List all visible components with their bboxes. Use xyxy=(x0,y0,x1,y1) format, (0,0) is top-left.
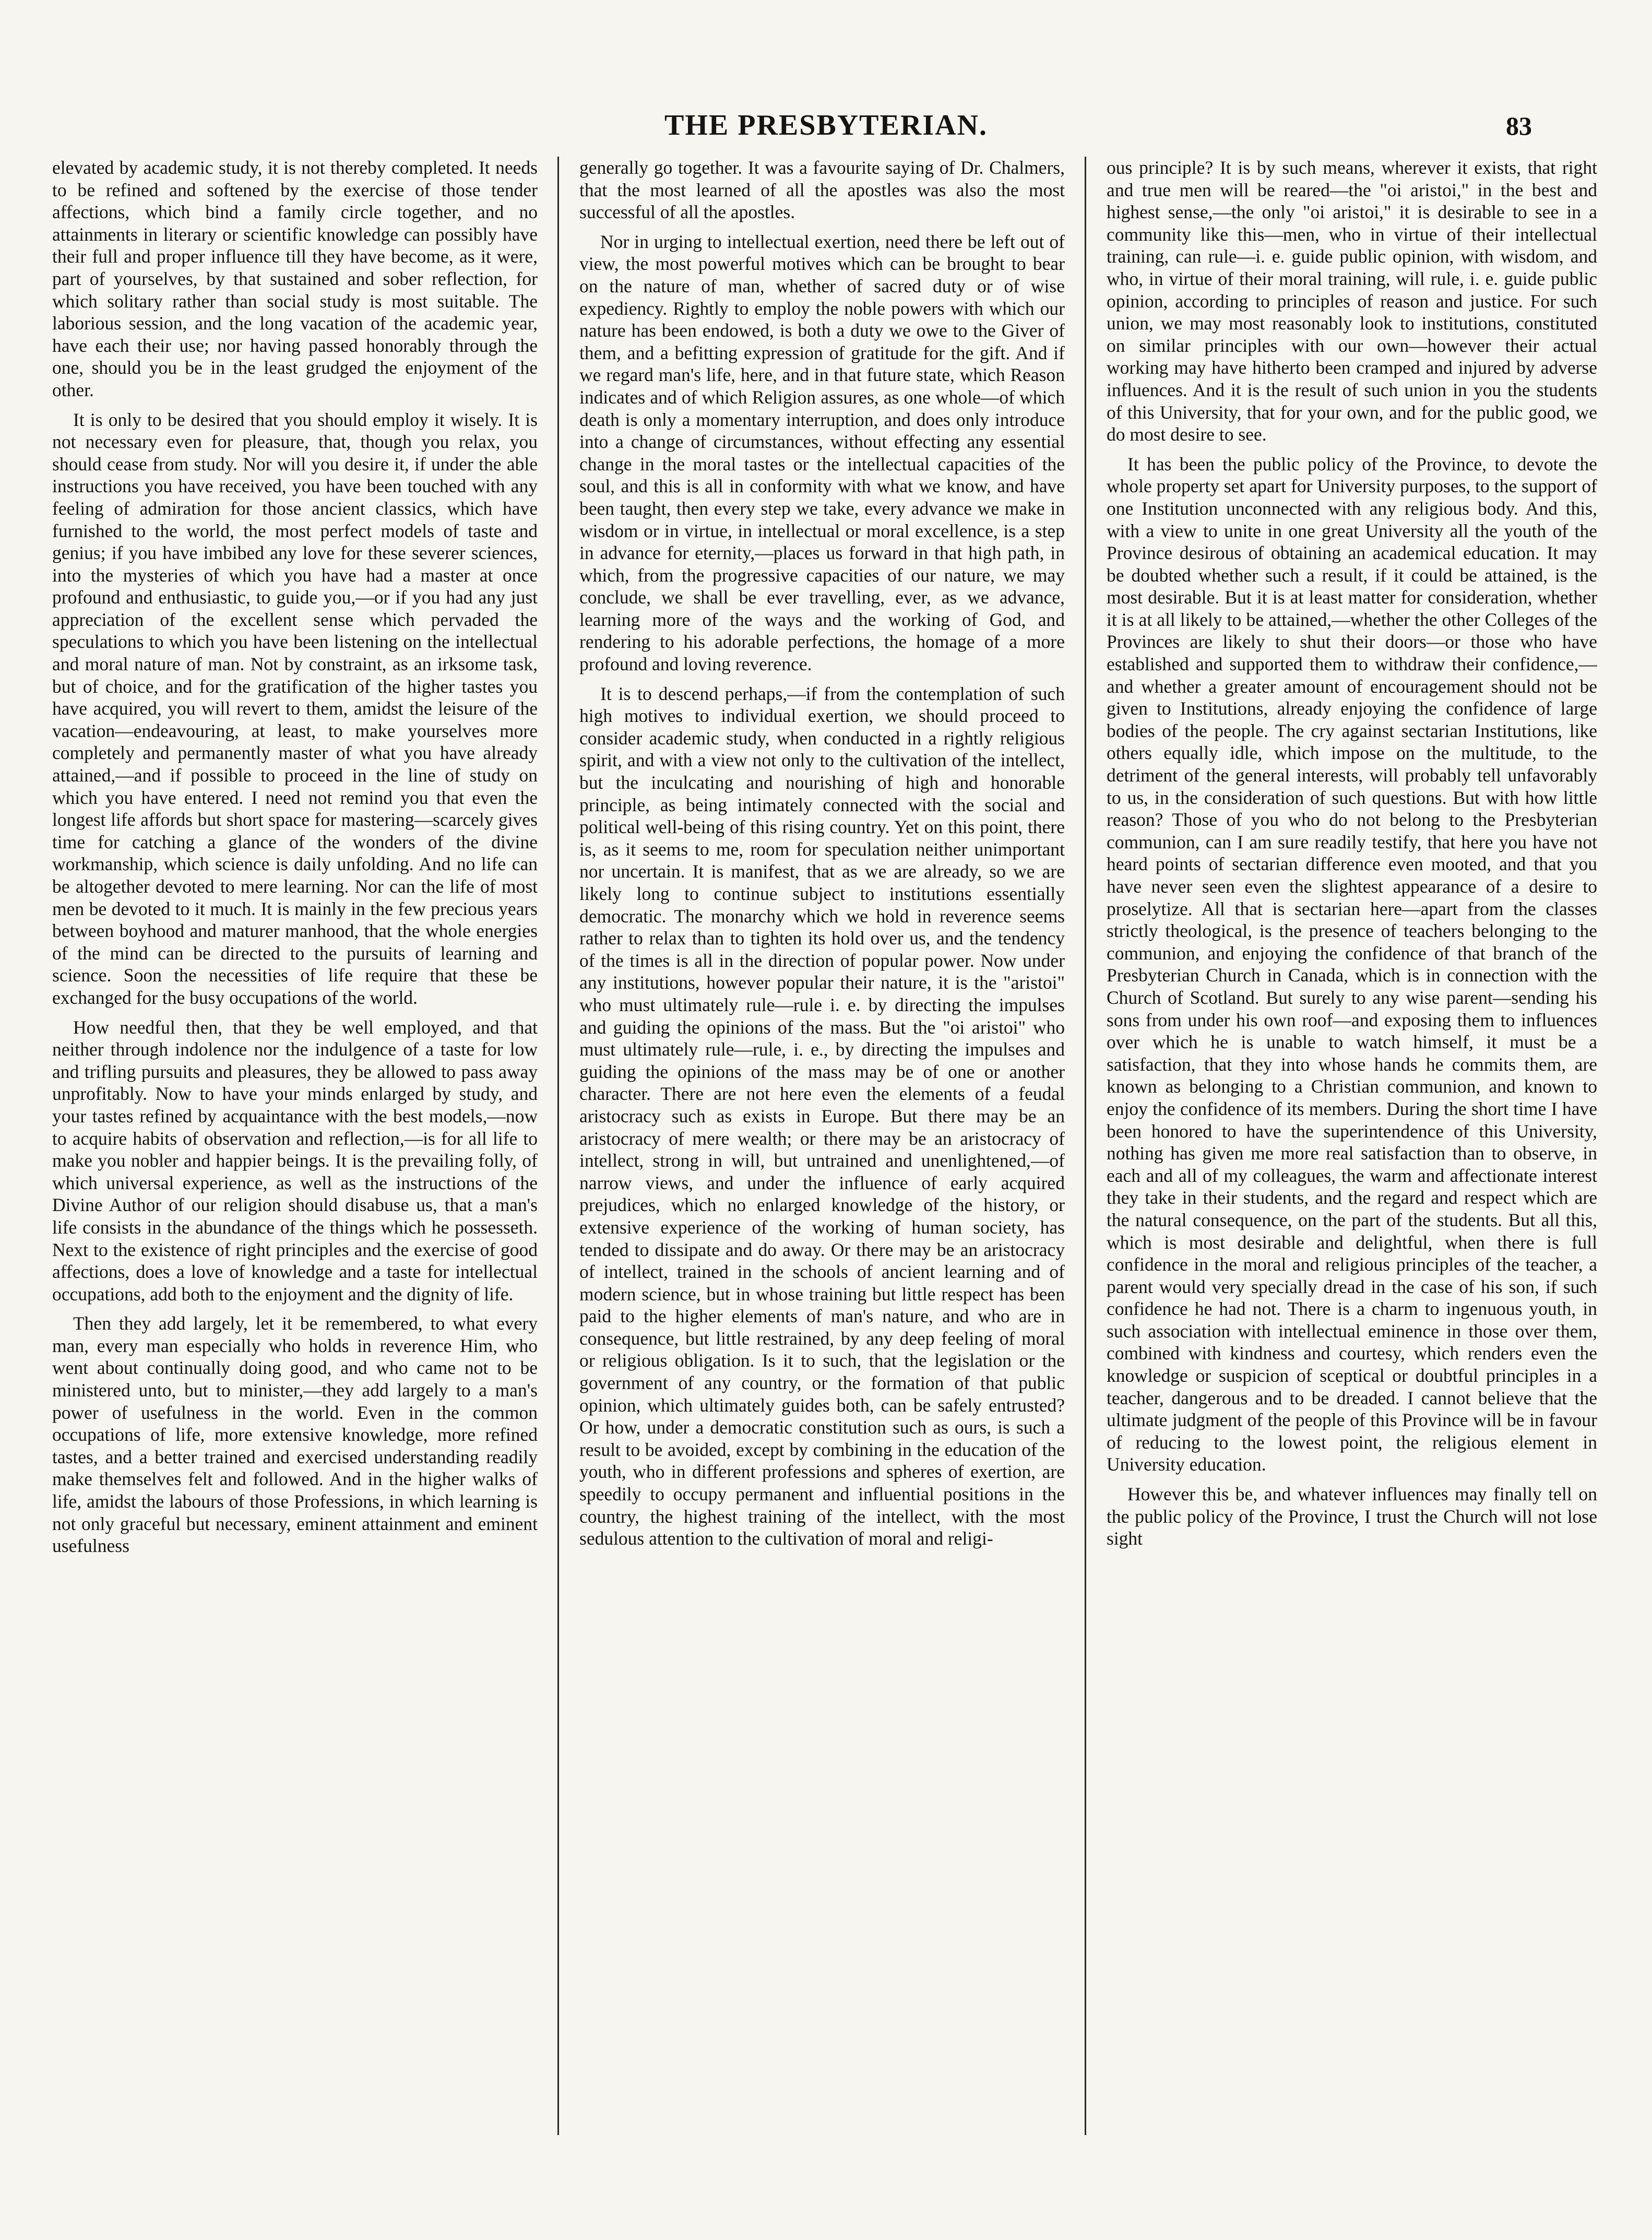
paragraph: elevated by academic study, it is not thereby completed. It needs to be refined and softened by the exercise of those tender affections, which bind a family circle together, and no attainments in literary or scientific knowledge can possibly have their full and proper influence till they have become, as it were, part of yourselves, by that sustained and sober reflection, for which solitary rather than social study is most suitable. The laborious session, and the long vacation of the academic year, have each their use; nor having passed honorably through the one, should you be in the least grudged the enjoyment of the other. xyxy=(52,157,538,400)
column-3 xyxy=(1107,157,1597,2140)
page-header xyxy=(0,109,1652,150)
column-1 xyxy=(52,157,538,2140)
page-number: 83 xyxy=(1506,111,1532,140)
paragraph: ous principle? It is by such means, wherever it exists, that right and true men will be reared—the "oi aristoi," in the best and highest sense,—the only "oi aristoi," it is desirable to see in a community like this—men, who in virtue of their intellectual training, can rule—i. e. guide public opinion, with wisdom, and who, in virtue of their moral training, will rule, i. e. guide public opinion, according to principles of reason and justice. For such union, we may most reasonably look to institutions, constituted on similar principles with our own—however their actual working may have hitherto been cramped and injured by adverse influences. And it is the result of such union in you the students of this University, that for your own, and for the public good, we do most desire to see. xyxy=(1107,157,1597,445)
paragraph: generally go together. It was a favourite saying of Dr. Chalmers, that the most learned of all the apostles was also the most successful of all the apostles. xyxy=(579,157,1065,223)
masthead-title: THE PRESBYTERIAN. xyxy=(664,109,988,141)
paragraph: It is only to be desired that you should employ it wisely. It is not necessary even for pleasure, that, though you relax, you should cease from study. Nor will you desire it, if under the able instructions you have received, you have been touched with any feeling of admiration for those ancient classics, which have furnished to the world, the most perfect models of taste and genius; if you have imbibed any love for these severer sciences, into the mysteries of which you have had a master at once profound and enthusiastic, to guide you,—or if you had any just appreciation of the excellent sense which pervaded the speculations to which you have been listening on the intellectual and moral nature of man. Not by constraint, as an irksome task, but of choice, and for the gratification of the higher tastes you have acquired, you will revert to them, amidst the leisure of the vacation—endeavouring, at least, to make yourselves more completely and permanently master of what you have already attained,—and if possible to proceed in the line of study on which you have entered. I need not remind you that even the longest life affords but short space for mastering—scarcely gives time for catching a glance of the wonders of the divine workmanship, which science is daily unfolding. And no life can be altogether devoted to mere learning. Nor can the life of most men be devoted to it much. It is mainly in the few precious years between boyhood and maturer manhood, that the whole energies of the mind can be directed to the pursuits of learning and science. Soon the necessities of life require that these be exchanged for the busy occupations of the world. xyxy=(52,409,538,1008)
paragraph: However this be, and whatever influences may finally tell on the public policy of the Province, I trust the Church will not lose sight xyxy=(1107,1484,1597,1549)
column-2 xyxy=(579,157,1065,2140)
article-columns xyxy=(52,157,1597,2140)
paragraph: It has been the public policy of the Province, to devote the whole property set apart for University purposes, to the support of one Institution unconnected with any religious body. And this, with a view to unite in one great University all the youth of the Province desirous of obtaining an academical education. It may be doubted whether such a result, if it could be attained, is the most desirable. But it is at least matter for consideration, whether it is at all likely to be attained,—whether the other Colleges of the Provinces are likely to shut their doors—or those who have established and supported them to withdraw their confidence,—and whether a greater amount of encouragement should not be given to Institutions, already enjoying the confidence of large bodies of the people. The cry against sectarian Institutions, like others equally idle, which impose on the multitude, to the detriment of the general interests, will probably tell unfavorably to us, in the consideration of such questions. But with how little reason? Those of you who do not belong to the Presbyterian communion, can I am sure readily testify, that here you have not heard points of sectarian difference even mooted, and that you have never seen even the slightest appearance of a desire to proselytize. All that is sectarian here—apart from the classes strictly theological, is the presence of teachers belonging to the communion, and enjoying the confidence of that branch of the Presbyterian Church in Canada, which is in connection with the Church of Scotland. But surely to any wise parent—sending his sons from under his own roof—and exposing them to influences over which he is unable to watch himself, it must be a satisfaction, that they into whose hands he commits them, are known as belonging to a Christian communion, and known to enjoy the confidence of its members. During the short time I have been honored to have the superintendence of this University, nothing has given me more real satisfaction than to observe, in each and all of my colleagues, the warm and affectionate interest they take in their students, and the regard and respect which are the natural consequence, on the part of the students. But all this, which is most desirable and delightful, when there is full confidence in the moral and religious principles of the teacher, a parent would very specially dread in the case of his son, if such confidence he had not. There is a charm to ingenuous youth, in such association with intellectual eminence in those over them, combined with kindness and courtesy, which renders even the knowledge or suspicion of sceptical or doubtful principles in a teacher, dangerous and to be dreaded. I cannot believe that the ultimate judgment of the people of this Province will be in favour of reducing to the lowest point, the religious element in University education. xyxy=(1107,453,1597,1475)
paragraph: How needful then, that they be well employed, and that neither through indolence nor the indulgence of a taste for low and trifling pursuits and pleasures, they be allowed to pass away unprofitably. Now to have your minds enlarged by study, and your tastes refined by acquaintance with the best models,—now to acquire habits of observation and reflection,—is for all life to make you nobler and happier beings. It is the prevailing folly, of which universal experience, as well as the instructions of the Divine Author of our religion should disabuse us, that a man's life consists in the abundance of the things which he possesseth. Next to the existence of right principles and the exercise of good affections, does a love of knowledge and a taste for intellectual occupations, add both to the enjoyment and the dignity of life. xyxy=(52,1016,538,1305)
paragraph: Nor in urging to intellectual exertion, need there be left out of view, the most powerful motives which can be brought to bear on the nature of man, whether of sacred duty or of wise expediency. Rightly to employ the noble powers with which our nature has been endowed, is both a duty we owe to the Giver of them, and a befitting expression of gratitude for the gift. And if we regard man's life, here, and in that future state, which Reason indicates and of which Religion assures, as one whole—of which death is only a momentary interruption, and does only introduce into a change of circumstances, without effecting any essential change in the moral tastes or the intellectual capacities of the soul, and this is all in conformity with what we know, and have been taught, then every step we take, every advance we make in wisdom or in virtue, in intellectual or moral excellence, is a step in advance for eternity,—places us forward in that high path, in which, from the progressive capacities of our nature, we may conclude, we shall be ever travelling, ever, as we advance, learning more of the ways and the working of God, and rendering to his adorable perfections, the homage of a more profound and loving reverence. xyxy=(579,231,1065,675)
paragraph: Then they add largely, let it be remembered, to what every man, every man especially who holds in reverence Him, who went about continually doing good, and who came not to be ministered unto, but to minister,—they add largely to a man's power of usefulness in the world. Even in the common occupations of life, more extensive knowledge, more refined tastes, and a better trained and exercised understanding readily make themselves felt and followed. And in the higher walks of life, amidst the labours of those Professions, in which learning is not only graceful but necessary, eminent attainment and eminent usefulness xyxy=(52,1313,538,1557)
paragraph: It is to descend perhaps,—if from the contemplation of such high motives to individual exertion, we should proceed to consider academic study, when conducted in a rightly religious spirit, and with a view not only to the cultivation of the intellect, but the inculcating and nourishing of high and honorable principle, as being intimately connected with the social and political well-being of this rising country. Yet on this point, there is, as it seems to me, room for speculation neither unimportant nor uncertain. It is manifest, that as we are already, so we are likely long to continue subject to institutions essentially democratic. The monarchy which we hold in reverence seems rather to relax than to tighten its hold over us, and the tendency of the times is all in the direction of popular power. Now under any institutions, however popular their nature, it is the "aristoi" who must ultimately rule—rule i. e. by directing the impulses and guiding the opinions of the mass. But the "oi aristoi" who must ultimately rule—rule, i. e., by directing the impulses and guiding the opinions of the mass may be of one or another character. There are not here even the elements of a feudal aristocracy such as exists in Europe. But there may be an aristocracy of mere wealth; or there may be an aristocracy of intellect, strong in will, but untrained and unenlightened,—of narrow views, and under the influence of early acquired prejudices, which no enlarged knowledge of the history, or extensive experience of the working of human society, has tended to dissipate and do away. Or there may be an aristocracy of intellect, trained in the schools of ancient learning and of modern science, but in whose training but little respect has been paid to the higher elements of man's nature, and who are in consequence, but little restrained, by any deep feeling of moral or religious obligation. Is it to such, that the legislation or the government of any country, or the formation of that public opinion, which ultimately guides both, can be safely entrusted? Or how, under a democratic constitution such as ours, is such a result to be avoided, except by combining in the education of the youth, who in different professions and spheres of exertion, are speedily to occupy permanent and influential positions in the country, the highest training of the intellect, with the most sedulous attention to the cultivation of moral and religi- xyxy=(579,683,1065,1549)
